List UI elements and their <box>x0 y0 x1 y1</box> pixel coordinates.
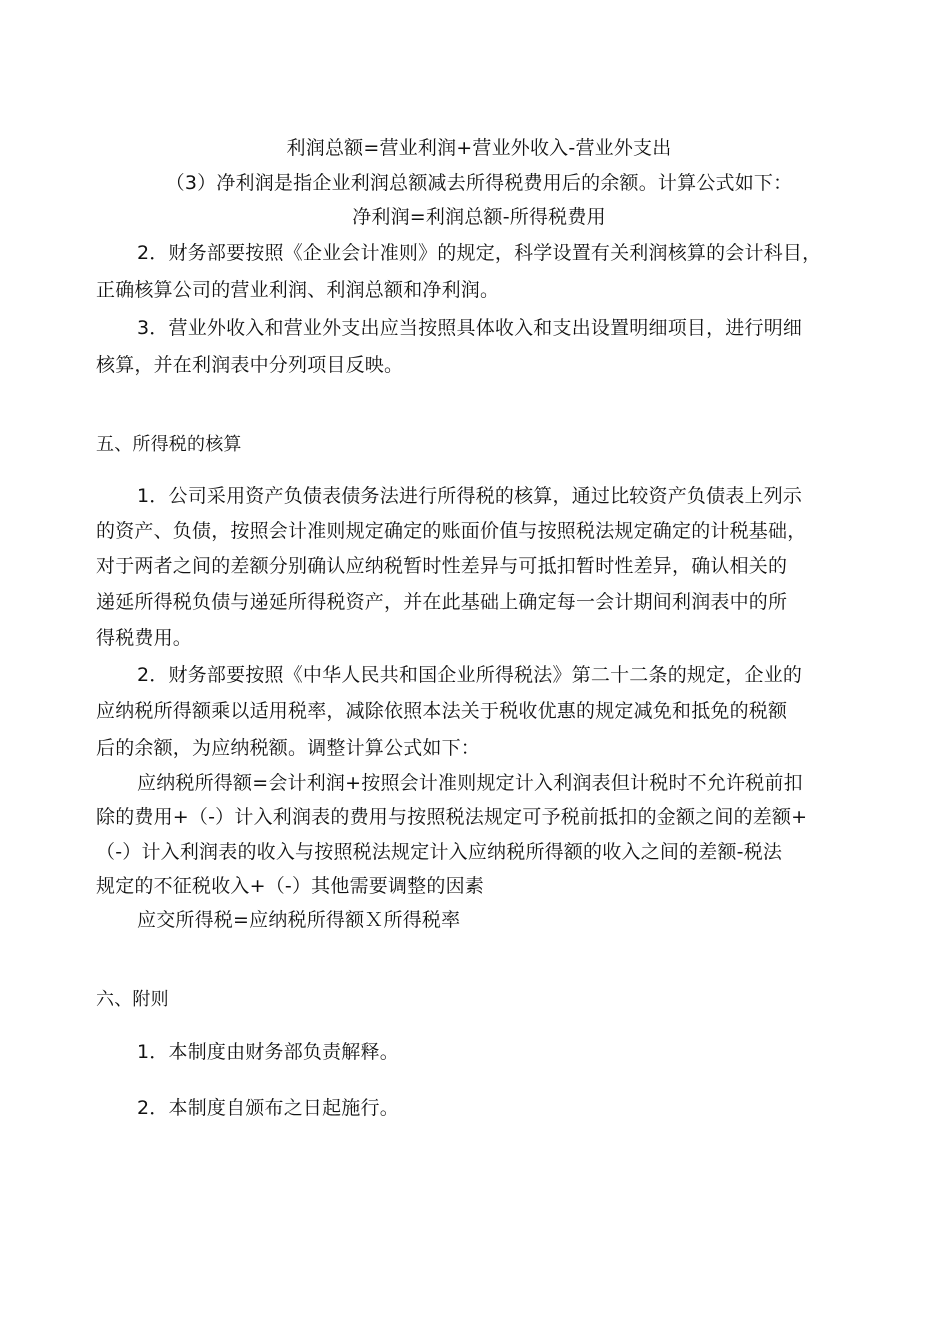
paragraph-line: 3．营业外收入和营业外支出应当按照具体收入和支出设置明细项目，进行明细 <box>137 317 803 339</box>
section-heading-income-tax: 五、所得税的核算 <box>96 434 242 455</box>
formula-total-profit: 利润总额=营业利润+营业外收入-营业外支出 <box>286 137 672 159</box>
paragraph-line: 1．本制度由财务部负责解释。 <box>137 1041 399 1063</box>
formula-line: （-）计入利润表的收入与按照税法规定计入应纳税所得额的收入之间的差额-税法 <box>96 841 783 863</box>
paragraph-line: 的资产、负债，按照会计准则规定确定的账面价值与按照税法规定确定的计税基础， <box>96 520 807 542</box>
paragraph-line: 2．本制度自颁布之日起施行。 <box>137 1097 399 1119</box>
paragraph-line: 1．公司采用资产负债表债务法进行所得税的核算，通过比较资产负债表上列示 <box>137 485 803 507</box>
paragraph-line: 应纳税所得额乘以适用税率，减除依照本法关于税收优惠的规定减免和抵免的税额 <box>96 700 788 722</box>
formula-line: 应纳税所得额=会计利润+按照会计准则规定计入利润表但计税时不允许税前扣 <box>137 772 803 794</box>
formula-line: 规定的不征税收入+（-）其他需要调整的因素 <box>96 875 484 897</box>
formula-net-profit: 净利润=利润总额-所得税费用 <box>352 206 606 228</box>
paragraph-line: 2．财务部要按照《中华人民共和国企业所得税法》第二十二条的规定，企业的 <box>137 664 803 686</box>
paragraph-line: 正确核算公司的营业利润、利润总额和净利润。 <box>96 279 500 301</box>
paragraph-line: 后的余额，为应纳税额。调整计算公式如下： <box>96 737 481 759</box>
net-profit-definition: （3）净利润是指企业利润总额减去所得税费用后的余额。计算公式如下： <box>165 172 793 194</box>
paragraph-line: 核算，并在利润表中分列项目反映。 <box>96 354 404 376</box>
paragraph-line: 得税费用。 <box>96 627 193 649</box>
paragraph-line: 递延所得税负债与递延所得税资产，并在此基础上确定每一会计期间利润表中的所 <box>96 591 788 613</box>
formula-line: 除的费用+（-）计入利润表的费用与按照税法规定可予税前抵扣的金额之间的差额+ <box>96 806 808 828</box>
paragraph-line: 对于两者之间的差额分别确认应纳税暂时性差异与可抵扣暂时性差异，确认相关的 <box>96 555 788 577</box>
paragraph-line: 2．财务部要按照《企业会计准则》的规定，科学设置有关利润核算的会计科目， <box>137 242 822 264</box>
formula-line: 应交所得税=应纳税所得额Ｘ所得税率 <box>137 909 461 931</box>
section-heading-supplementary: 六、附则 <box>96 989 169 1010</box>
